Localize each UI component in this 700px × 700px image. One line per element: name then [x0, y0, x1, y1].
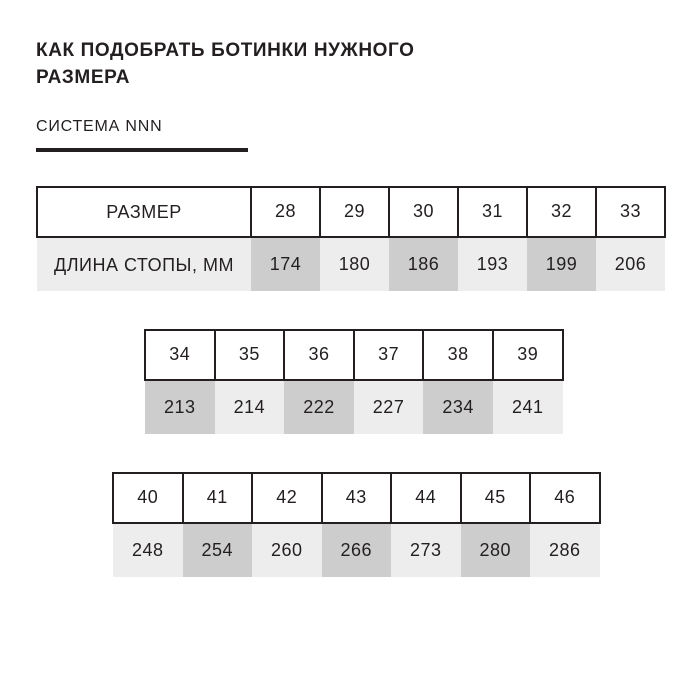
size-cell: 39 — [493, 330, 563, 380]
length-cell: 254 — [183, 523, 253, 577]
size-cell: 42 — [252, 473, 322, 523]
size-cell: 35 — [215, 330, 285, 380]
length-cell: 234 — [423, 380, 493, 434]
page-title: КАК ПОДОБРАТЬ БОТИНКИ НУЖНОГО РАЗМЕРА — [36, 40, 415, 88]
length-cell: 280 — [461, 523, 531, 577]
size-block-3 — [112, 472, 664, 577]
size-cell: 43 — [322, 473, 392, 523]
length-cell: 180 — [320, 237, 389, 291]
length-cell: 266 — [322, 523, 392, 577]
length-cell: 199 — [527, 237, 596, 291]
size-block-1 — [36, 186, 664, 291]
size-table-2 — [144, 329, 564, 434]
length-cell: 222 — [284, 380, 354, 434]
length-cell: 186 — [389, 237, 458, 291]
length-cell: 174 — [251, 237, 320, 291]
table-row — [145, 330, 563, 380]
size-cell: 32 — [527, 187, 596, 237]
size-cell: 41 — [183, 473, 253, 523]
length-cell: 241 — [493, 380, 563, 434]
size-cell: 40 — [113, 473, 183, 523]
size-cell: 44 — [391, 473, 461, 523]
size-cell: 34 — [145, 330, 215, 380]
length-cell: 260 — [252, 523, 322, 577]
size-cell: 38 — [423, 330, 493, 380]
size-cell: 46 — [530, 473, 600, 523]
size-cell: 28 — [251, 187, 320, 237]
size-cell: 37 — [354, 330, 424, 380]
size-cell: 36 — [284, 330, 354, 380]
length-cell: 286 — [530, 523, 600, 577]
length-cell: 248 — [113, 523, 183, 577]
row-label-size: РАЗМЕР — [37, 187, 251, 237]
system-subtitle: СИСТЕМА NNN — [36, 117, 163, 135]
table-row — [145, 380, 563, 434]
size-cell: 33 — [596, 187, 665, 237]
size-block-2 — [144, 329, 664, 434]
length-cell: 214 — [215, 380, 285, 434]
size-cell: 31 — [458, 187, 527, 237]
table-row — [37, 237, 665, 291]
table-row — [37, 187, 665, 237]
size-cell: 45 — [461, 473, 531, 523]
title-divider — [36, 148, 248, 152]
length-cell: 193 — [458, 237, 527, 291]
table-row — [113, 473, 600, 523]
size-table-1 — [36, 186, 666, 291]
length-cell: 227 — [354, 380, 424, 434]
size-cell: 30 — [389, 187, 458, 237]
table-row — [113, 523, 600, 577]
size-cell: 29 — [320, 187, 389, 237]
size-table-3 — [112, 472, 601, 577]
length-cell: 213 — [145, 380, 215, 434]
length-cell: 273 — [391, 523, 461, 577]
length-cell: 206 — [596, 237, 665, 291]
row-label-foot-length: ДЛИНА СТОПЫ, ММ — [37, 237, 251, 291]
